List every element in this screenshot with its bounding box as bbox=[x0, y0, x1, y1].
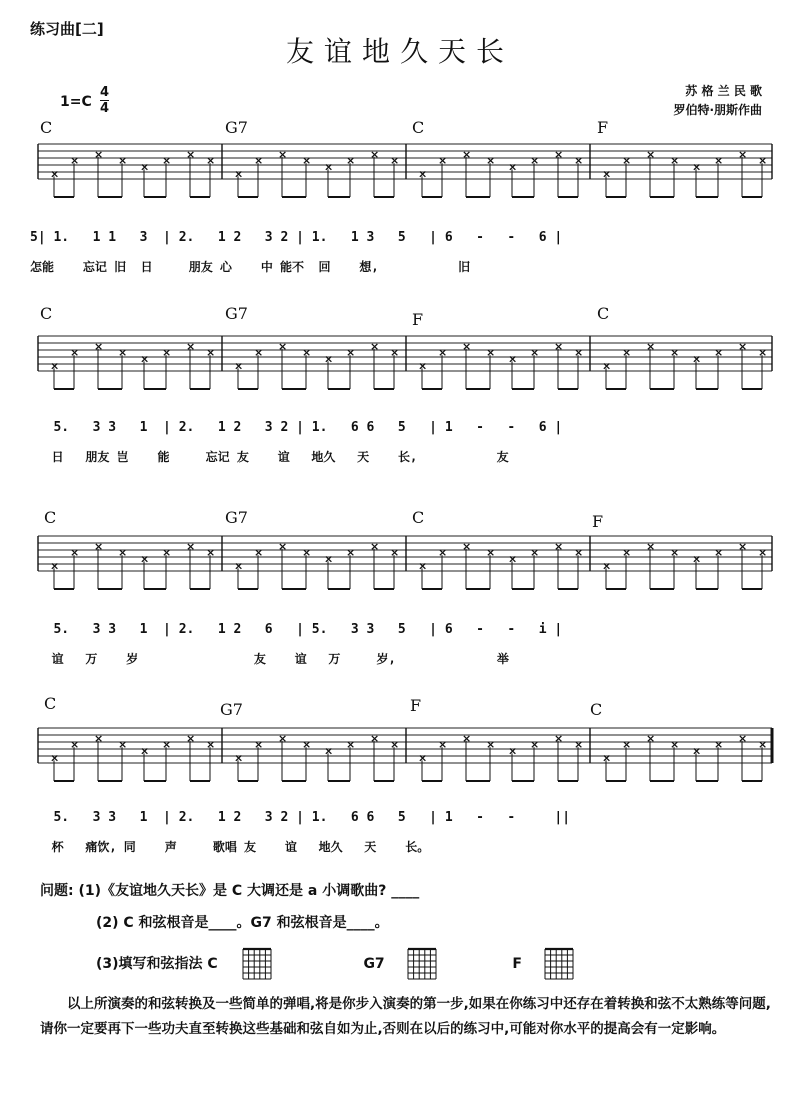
tab-note-mark: × bbox=[390, 154, 400, 168]
tab-note-mark: × bbox=[646, 339, 656, 353]
tab-note-mark: × bbox=[346, 154, 356, 168]
tab-note-mark: × bbox=[418, 559, 428, 573]
tab-note-mark: × bbox=[418, 359, 428, 373]
tab-note-mark: × bbox=[738, 147, 748, 161]
tab-note-mark: × bbox=[622, 738, 632, 752]
chord-label: C bbox=[597, 304, 610, 323]
chord-chart-g7 bbox=[406, 947, 438, 981]
tab-note-mark: × bbox=[622, 346, 632, 360]
page-title: 友谊地久天长 bbox=[285, 35, 514, 68]
tab-note-mark: × bbox=[646, 731, 656, 745]
tab-note-mark: × bbox=[574, 346, 584, 360]
tab-note-mark: × bbox=[346, 546, 356, 560]
tab-note-mark: × bbox=[70, 154, 80, 168]
tab-note-mark: × bbox=[602, 359, 612, 373]
tab-note-mark: × bbox=[346, 346, 356, 360]
chord-label: G7 bbox=[225, 118, 248, 137]
tab-note-mark: × bbox=[140, 160, 150, 174]
tab-note-mark: × bbox=[574, 546, 584, 560]
tab-note-mark: × bbox=[94, 339, 104, 353]
tab-note-mark: × bbox=[758, 346, 768, 360]
tab-note-mark: × bbox=[758, 738, 768, 752]
tab-note-mark: × bbox=[738, 339, 748, 353]
chord-label: C bbox=[412, 508, 425, 527]
tab-note-mark: × bbox=[370, 731, 380, 745]
tab-note-mark: × bbox=[554, 539, 564, 553]
tab-note-mark: × bbox=[508, 160, 518, 174]
tab-note-mark: × bbox=[554, 339, 564, 353]
tab-note-mark: × bbox=[206, 738, 216, 752]
tab-note-mark: × bbox=[758, 154, 768, 168]
tab-note-mark: × bbox=[692, 160, 702, 174]
guitar-tab-staff bbox=[38, 722, 772, 802]
time-signature bbox=[100, 86, 109, 115]
tab-note-mark: × bbox=[234, 359, 244, 373]
tab-note-mark: × bbox=[530, 154, 540, 168]
notation-line: 5| 1. 1 1 3 | 2. 1 2 3 2 | 1. 1 3 5 | 6 - - 6 | bbox=[30, 230, 563, 245]
time-top: 4 bbox=[100, 85, 110, 100]
tab-note-mark: × bbox=[94, 147, 104, 161]
exercise-label: 练习曲[二] bbox=[30, 20, 104, 38]
tab-note-mark: × bbox=[530, 546, 540, 560]
question-3 bbox=[96, 947, 575, 981]
tab-note-mark: × bbox=[646, 539, 656, 553]
tab-note-mark: × bbox=[738, 731, 748, 745]
tab-note-mark: × bbox=[670, 346, 680, 360]
tab-note-mark: × bbox=[462, 147, 472, 161]
tab-note-mark: × bbox=[234, 167, 244, 181]
chord-f-label: F bbox=[512, 956, 522, 972]
tab-note-mark: × bbox=[438, 346, 448, 360]
tab-note-mark: × bbox=[162, 346, 172, 360]
guitar-tab-staff bbox=[38, 138, 772, 218]
tab-note-mark: × bbox=[714, 154, 724, 168]
tab-note-mark: × bbox=[254, 738, 264, 752]
tab-note-mark: × bbox=[418, 167, 428, 181]
tab-note-mark: × bbox=[462, 539, 472, 553]
key-signature: 1=C bbox=[60, 94, 92, 110]
chord-label: C bbox=[40, 118, 53, 137]
tab-note-mark: × bbox=[390, 546, 400, 560]
tab-note-mark: × bbox=[622, 546, 632, 560]
question-3-label: (3)填写和弦指法 C bbox=[96, 956, 218, 972]
tab-note-mark: × bbox=[486, 346, 496, 360]
tab-note-mark: × bbox=[162, 154, 172, 168]
tab-note-mark: × bbox=[94, 731, 104, 745]
instruction-paragraph: 以上所演奏的和弦转换及一些简单的弹唱,将是你步入演奏的第一步,如果在你练习中还存在着转换和弦不太熟练等问题,请你一定要再下一些功夫直至转换这些基础和弦自如为止,否则在以后的练习中,可能对你水平的提高会有一定影响。 bbox=[40, 996, 771, 1037]
tab-note-mark: × bbox=[508, 744, 518, 758]
tab-note-mark: × bbox=[302, 738, 312, 752]
tab-note-mark: × bbox=[692, 352, 702, 366]
tab-note-mark: × bbox=[486, 154, 496, 168]
tab-note-mark: × bbox=[346, 738, 356, 752]
chord-label: F bbox=[412, 310, 424, 329]
chord-chart-f bbox=[543, 947, 575, 981]
credit-line-1: 苏 格 兰 民 歌 bbox=[685, 84, 762, 98]
tab-note-mark: × bbox=[302, 346, 312, 360]
tab-note-mark: × bbox=[70, 346, 80, 360]
tab-note-mark: × bbox=[602, 751, 612, 765]
tab-note-mark: × bbox=[50, 559, 60, 573]
tab-note-mark: × bbox=[324, 160, 334, 174]
chord-label: G7 bbox=[225, 304, 248, 323]
tab-note-mark: × bbox=[622, 154, 632, 168]
tab-note-mark: × bbox=[70, 546, 80, 560]
tab-note-mark: × bbox=[370, 147, 380, 161]
tab-note-mark: × bbox=[94, 539, 104, 553]
tab-note-mark: × bbox=[554, 147, 564, 161]
tab-note-mark: × bbox=[530, 738, 540, 752]
tab-note-mark: × bbox=[278, 147, 288, 161]
tab-note-mark: × bbox=[670, 154, 680, 168]
tab-note-mark: × bbox=[162, 738, 172, 752]
tab-note-mark: × bbox=[186, 731, 196, 745]
tab-note-mark: × bbox=[486, 738, 496, 752]
guitar-tab-staff bbox=[38, 330, 772, 410]
tab-note-mark: × bbox=[554, 731, 564, 745]
tab-note-mark: × bbox=[714, 346, 724, 360]
chord-label: C bbox=[412, 118, 425, 137]
tab-note-mark: × bbox=[118, 154, 128, 168]
tab-note-mark: × bbox=[118, 546, 128, 560]
tab-note-mark: × bbox=[118, 346, 128, 360]
chord-label: C bbox=[590, 700, 603, 719]
chord-label: C bbox=[40, 304, 53, 323]
guitar-tab-staff bbox=[38, 530, 772, 610]
tab-note-mark: × bbox=[370, 339, 380, 353]
tab-note-mark: × bbox=[508, 352, 518, 366]
time-bottom: 4 bbox=[100, 101, 110, 116]
question-1: 问题: (1)《友谊地久天长》是 C 大调还是 a 小调歌曲? ____ bbox=[40, 883, 420, 899]
tab-note-mark: × bbox=[692, 744, 702, 758]
tab-note-mark: × bbox=[140, 552, 150, 566]
tab-note-mark: × bbox=[278, 731, 288, 745]
tab-note-mark: × bbox=[162, 546, 172, 560]
tab-note-mark: × bbox=[530, 346, 540, 360]
tab-note-mark: × bbox=[390, 738, 400, 752]
tab-note-mark: × bbox=[438, 154, 448, 168]
notation-line: 5. 3 3 1 | 2. 1 2 3 2 | 1. 6 6 5 | 1 - - 6 | bbox=[30, 420, 563, 435]
tab-note-mark: × bbox=[574, 738, 584, 752]
tab-note-mark: × bbox=[438, 546, 448, 560]
notation-line: 5. 3 3 1 | 2. 1 2 3 2 | 1. 6 6 5 | 1 - - || bbox=[30, 810, 571, 825]
chord-label: F bbox=[592, 512, 604, 531]
tab-note-mark: × bbox=[50, 751, 60, 765]
tab-note-mark: × bbox=[206, 546, 216, 560]
chord-label: G7 bbox=[225, 508, 248, 527]
tab-note-mark: × bbox=[486, 546, 496, 560]
tab-note-mark: × bbox=[324, 352, 334, 366]
tab-note-mark: × bbox=[186, 539, 196, 553]
tab-note-mark: × bbox=[254, 346, 264, 360]
tab-note-mark: × bbox=[462, 339, 472, 353]
tab-note-mark: × bbox=[602, 167, 612, 181]
tab-note-mark: × bbox=[370, 539, 380, 553]
tab-note-mark: × bbox=[602, 559, 612, 573]
tab-note-mark: × bbox=[462, 731, 472, 745]
tab-note-mark: × bbox=[254, 546, 264, 560]
tab-note-mark: × bbox=[70, 738, 80, 752]
tab-note-mark: × bbox=[234, 559, 244, 573]
tab-note-mark: × bbox=[574, 154, 584, 168]
tab-note-mark: × bbox=[186, 339, 196, 353]
tab-note-mark: × bbox=[390, 346, 400, 360]
tab-note-mark: × bbox=[714, 738, 724, 752]
chord-label: F bbox=[597, 118, 609, 137]
tab-note-mark: × bbox=[278, 539, 288, 553]
lyrics-line: 怎能 忘记 旧 日 朋友 心 中 能不 回 想, 旧 bbox=[30, 260, 471, 274]
tab-note-mark: × bbox=[692, 552, 702, 566]
tab-note-mark: × bbox=[670, 738, 680, 752]
notation-line: 5. 3 3 1 | 2. 1 2 6 | 5. 3 3 5 | 6 - - i | bbox=[30, 622, 563, 637]
chord-g7-label: G7 bbox=[363, 956, 385, 972]
tab-note-mark: × bbox=[50, 167, 60, 181]
lyrics-line: 谊 万 岁 友 谊 万 岁, 举 bbox=[30, 652, 509, 666]
tab-note-mark: × bbox=[438, 738, 448, 752]
tab-note-mark: × bbox=[302, 546, 312, 560]
tab-note-mark: × bbox=[234, 751, 244, 765]
tab-note-mark: × bbox=[758, 546, 768, 560]
question-2: (2) C 和弦根音是____。G7 和弦根音是____。 bbox=[96, 915, 389, 931]
tab-note-mark: × bbox=[254, 154, 264, 168]
lyrics-line: 日 朋友 岂 能 忘记 友 谊 地久 天 长, 友 bbox=[30, 450, 509, 464]
chord-label: C bbox=[44, 508, 57, 527]
tab-note-mark: × bbox=[738, 539, 748, 553]
tab-note-mark: × bbox=[646, 147, 656, 161]
tab-note-mark: × bbox=[118, 738, 128, 752]
tab-note-mark: × bbox=[140, 744, 150, 758]
tab-note-mark: × bbox=[324, 552, 334, 566]
tab-note-mark: × bbox=[714, 546, 724, 560]
tab-note-mark: × bbox=[302, 154, 312, 168]
tab-note-mark: × bbox=[140, 352, 150, 366]
chord-label: F bbox=[410, 696, 422, 715]
tab-note-mark: × bbox=[670, 546, 680, 560]
tab-note-mark: × bbox=[206, 154, 216, 168]
tab-note-mark: × bbox=[324, 744, 334, 758]
tab-note-mark: × bbox=[508, 552, 518, 566]
tab-note-mark: × bbox=[206, 346, 216, 360]
chord-label: C bbox=[44, 694, 57, 713]
tab-note-mark: × bbox=[278, 339, 288, 353]
chord-chart-c bbox=[241, 947, 273, 981]
tab-note-mark: × bbox=[50, 359, 60, 373]
lyrics-line: 杯 痛饮, 同 声 歌唱 友 谊 地久 天 长。 bbox=[30, 840, 430, 854]
tab-note-mark: × bbox=[418, 751, 428, 765]
credit-line-2: 罗伯特·朋斯作曲 bbox=[673, 103, 762, 117]
tab-note-mark: × bbox=[186, 147, 196, 161]
chord-label: G7 bbox=[220, 700, 243, 719]
